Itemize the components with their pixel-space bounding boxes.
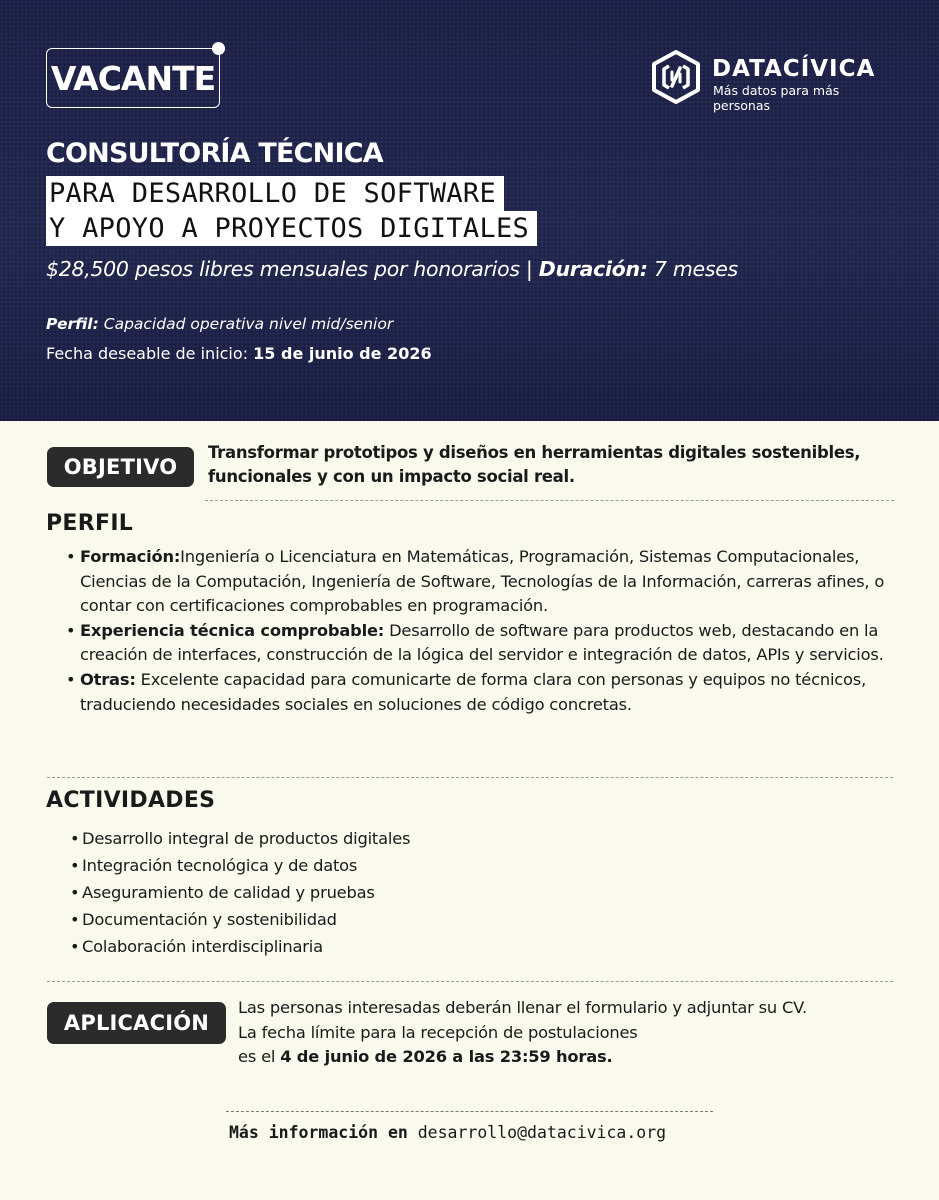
perfil-item-label: Experiencia técnica comprobable: — [80, 620, 385, 640]
list-item: • Aseguramiento de calidad y pruebas — [70, 879, 570, 906]
perfil-summary-label: Perfil: — [46, 315, 99, 333]
vacante-label: VACANTE — [50, 58, 216, 98]
datacivica-logo[interactable] — [650, 50, 900, 113]
divider — [205, 500, 894, 501]
duration-label: Duración: — [538, 257, 648, 281]
header-banner — [0, 0, 939, 421]
list-item: • Colaboración interdisciplinaria — [70, 933, 570, 960]
logo-name: DATACÍVICA — [712, 56, 876, 82]
perfil-item-text: Desarrollo de software para productos web, destacando en la creación de interfaces, construcción de la lógica del servidor e integración de datos, APIs y servicios. — [80, 620, 884, 665]
datacivica-logo-icon — [650, 50, 702, 104]
duration-value: 7 meses — [653, 257, 738, 281]
aplicacion-badge — [47, 1002, 226, 1044]
page-title: CONSULTORÍA TÉCNICA — [46, 138, 383, 169]
contact-email-link[interactable]: desarrollo@datacivica.org — [417, 1123, 667, 1142]
aplicacion-line-2: La fecha límite para la recepción de postulaciones — [238, 1022, 638, 1042]
pay-duration-line — [46, 257, 738, 281]
perfil-summary — [46, 315, 393, 333]
list-item: • Documentación y sostenibilidad — [70, 906, 570, 933]
objetivo-text: Transformar prototipos y diseños en herramientas digitales sostenibles, funcionales y con un impacto social real. — [208, 443, 861, 486]
objetivo-badge — [47, 447, 194, 487]
deadline-date: 4 de junio de 2026 a las 23:59 horas. — [280, 1047, 613, 1066]
aplicacion-line-1: Las personas interesadas deberán llenar el formulario y adjuntar su CV. — [238, 998, 807, 1017]
aplicacion-label: APLICACIÓN — [63, 1011, 210, 1035]
perfil-list — [66, 545, 886, 717]
vacante-badge — [46, 48, 220, 108]
perfil-item-formacion — [66, 545, 886, 619]
perfil-item-experiencia — [66, 619, 886, 668]
perfil-item-label: Formación: — [80, 547, 181, 566]
logo-tagline: Más datos para más personas — [713, 83, 840, 113]
aplicacion-line-3 — [238, 1045, 878, 1070]
actividades-section-title: ACTIVIDADES — [46, 788, 216, 813]
badge-dot — [212, 42, 225, 55]
perfil-item-text: Ingeniería o Licenciatura en Matemáticas, Programación, Sistemas Computacionales, Ciencias de la Computación, Ingeniería de Software, Tecnologías de la Información, carreras afines, o contar con certificaciones comprobables en programación. — [80, 547, 885, 616]
list-item: • Desarrollo integral de productos digitales — [70, 825, 570, 852]
title-highlight-line-1: PARA DESARROLLO DE SOFTWARE — [46, 176, 504, 211]
contact-line — [229, 1123, 666, 1142]
list-item: • Integración tecnológica y de datos — [70, 852, 570, 879]
divider — [47, 777, 893, 778]
pay-text: $28,500 pesos libres mensuales por honorarios | — [46, 257, 533, 281]
perfil-item-text: Excelente capacidad para comunicarte de forma clara con personas y equipos no técnicos, traduciendo necesidades sociales en soluciones de código concretas. — [80, 669, 867, 714]
contact-prefix: Más información en — [229, 1123, 408, 1142]
objetivo-label: OBJETIVO — [63, 455, 178, 479]
aplicacion-text — [238, 996, 878, 1070]
actividades-list — [70, 825, 570, 960]
start-date-line — [46, 344, 432, 363]
start-date-label: Fecha deseable de inicio: — [46, 344, 249, 363]
footer-divider — [226, 1111, 713, 1112]
perfil-item-otras — [66, 668, 886, 717]
start-date-value: 15 de junio de 2026 — [253, 344, 432, 363]
title-highlight-line-2: Y APOYO A PROYECTOS DIGITALES — [46, 211, 537, 246]
divider — [47, 981, 893, 982]
perfil-section-title: PERFIL — [46, 511, 134, 536]
deadline-prefix: es el — [238, 1047, 276, 1066]
perfil-item-label: Otras: — [80, 669, 136, 689]
perfil-summary-value: Capacidad operativa nivel mid/senior — [103, 315, 394, 333]
